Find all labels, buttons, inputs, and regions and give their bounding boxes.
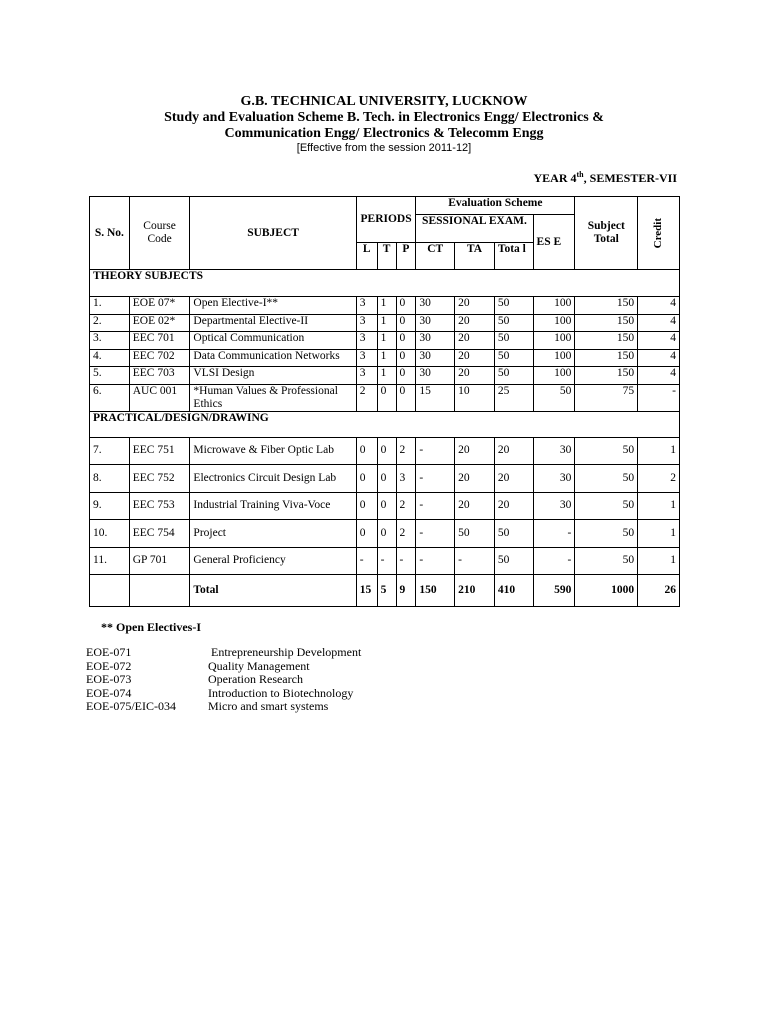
open-elective-name: Introduction to Biotechnology <box>208 685 354 700</box>
cell-subject: *Human Values & Professional Ethics <box>190 384 356 411</box>
open-electives-title: ** Open Electives-I <box>101 620 201 634</box>
cell-ta: 20 <box>455 297 495 315</box>
cell-t: 1 <box>377 332 396 350</box>
cell-p: 0 <box>396 367 416 385</box>
cell-l: 3 <box>356 314 377 332</box>
cell-t: 0 <box>377 384 396 411</box>
cell-l: 3 <box>356 367 377 385</box>
total-label: Total <box>190 575 356 607</box>
cell-ese: 50 <box>533 384 575 411</box>
cell-p: 0 <box>396 314 416 332</box>
cell-total: 20 <box>494 465 533 493</box>
cell-total: 20 <box>494 437 533 465</box>
cell-credit: 1 <box>638 520 680 548</box>
year-semester <box>534 170 678 186</box>
cell-t: 0 <box>377 437 396 465</box>
cell-credit: 4 <box>638 297 680 315</box>
cell-code: EEC 701 <box>129 332 190 350</box>
cell-subject-total: 50 <box>575 492 638 520</box>
cell-t: 1 <box>377 367 396 385</box>
cell-ta: - <box>455 547 495 575</box>
open-elective-code: EOE-074 <box>86 685 132 700</box>
table-row <box>90 547 680 575</box>
cell-code: AUC 001 <box>129 384 190 411</box>
cell-subject: Data Communication Networks <box>190 349 356 367</box>
cell-code: EEC 751 <box>129 437 190 465</box>
cell-ta: 20 <box>455 314 495 332</box>
cell-credit: 4 <box>638 314 680 332</box>
total-empty-cell <box>90 575 130 607</box>
cell-ct: 15 <box>416 384 455 411</box>
table-row <box>90 314 680 332</box>
scheme-title-line-2: Communication Engg/ Electronics & Telecomm Engg <box>224 126 544 141</box>
cell-sno: 2. <box>90 314 130 332</box>
total-t: 5 <box>377 575 396 607</box>
cell-l: 2 <box>356 384 377 411</box>
cell-subject: Optical Communication <box>190 332 356 350</box>
cell-ese: 100 <box>533 367 575 385</box>
open-elective-name: Micro and smart systems <box>208 699 329 713</box>
cell-ct: 30 <box>416 367 455 385</box>
cell-subject-total: 75 <box>575 384 638 411</box>
cell-sno: 5. <box>90 367 130 385</box>
cell-p: 2 <box>396 520 416 548</box>
cell-total: 25 <box>494 384 533 411</box>
cell-ct: - <box>416 437 455 465</box>
cell-sno: 8. <box>90 465 130 493</box>
table-row <box>90 465 680 493</box>
cell-ese: 100 <box>533 297 575 315</box>
cell-p: 0 <box>396 332 416 350</box>
open-elective-code: EOE-072 <box>86 658 132 673</box>
cell-subject: Electronics Circuit Design Lab <box>190 465 356 493</box>
cell-subject: General Proficiency <box>190 547 356 575</box>
cell-l: 3 <box>356 332 377 350</box>
cell-t: 1 <box>377 314 396 332</box>
header-p: P <box>396 243 416 270</box>
table-row <box>90 384 680 411</box>
cell-ese: 30 <box>533 492 575 520</box>
open-elective-item <box>86 646 486 660</box>
table-row <box>90 520 680 548</box>
header-sessional-exam: SESSIONAL EXAM. <box>416 215 533 243</box>
cell-l: 0 <box>356 520 377 548</box>
cell-subject: VLSI Design <box>190 367 356 385</box>
header-ct: CT <box>416 243 455 270</box>
cell-t: 1 <box>377 349 396 367</box>
cell-ct: 30 <box>416 332 455 350</box>
cell-total: 50 <box>494 349 533 367</box>
header-credit: Credit <box>652 217 665 249</box>
cell-ta: 20 <box>455 465 495 493</box>
cell-t: 0 <box>377 520 396 548</box>
cell-t: 1 <box>377 297 396 315</box>
cell-subject-total: 150 <box>575 367 638 385</box>
cell-credit: 4 <box>638 367 680 385</box>
cell-t: 0 <box>377 465 396 493</box>
total-subject-total: 1000 <box>575 575 638 607</box>
cell-p: 2 <box>396 492 416 520</box>
semester-label: , SEMESTER-VII <box>583 171 677 185</box>
cell-sno: 4. <box>90 349 130 367</box>
cell-credit: 1 <box>638 437 680 465</box>
cell-credit: 1 <box>638 492 680 520</box>
cell-subject-total: 50 <box>575 465 638 493</box>
cell-subject-total: 50 <box>575 437 638 465</box>
cell-l: - <box>356 547 377 575</box>
open-electives-list <box>86 646 486 714</box>
cell-subject: Open Elective-I** <box>190 297 356 315</box>
table-row <box>90 349 680 367</box>
cell-total: 20 <box>494 492 533 520</box>
header-evaluation-scheme: Evaluation Scheme <box>416 197 575 215</box>
cell-ct: 30 <box>416 297 455 315</box>
cell-p: 2 <box>396 437 416 465</box>
cell-subject: Departmental Elective-II <box>190 314 356 332</box>
scheme-title-line-1: Study and Evaluation Scheme B. Tech. in Electronics Engg/ Electronics & <box>164 110 604 125</box>
cell-sno: 7. <box>90 437 130 465</box>
cell-ese: - <box>533 547 575 575</box>
cell-sno: 11. <box>90 547 130 575</box>
cell-code: EEC 702 <box>129 349 190 367</box>
header-ta: TA <box>455 243 495 270</box>
cell-l: 0 <box>356 465 377 493</box>
cell-credit: 4 <box>638 332 680 350</box>
cell-subject-total: 50 <box>575 520 638 548</box>
header-subject-total: Subject Total <box>575 197 638 270</box>
cell-p: 3 <box>396 465 416 493</box>
cell-t: 0 <box>377 492 396 520</box>
section-theory-subjects: THEORY SUBJECTS <box>90 270 680 297</box>
total-ct: 150 <box>416 575 455 607</box>
header-sno: S. No. <box>90 197 130 270</box>
cell-code: EEC 752 <box>129 465 190 493</box>
table-row <box>90 297 680 315</box>
cell-ct: 30 <box>416 349 455 367</box>
open-elective-code: EOE-075/EIC-034 <box>86 699 176 713</box>
total-ese: 590 <box>533 575 575 607</box>
cell-ct: 30 <box>416 314 455 332</box>
cell-sno: 1. <box>90 297 130 315</box>
cell-total: 50 <box>494 367 533 385</box>
cell-credit: - <box>638 384 680 411</box>
cell-code: GP 701 <box>129 547 190 575</box>
cell-subject: Industrial Training Viva-Voce <box>190 492 356 520</box>
evaluation-scheme-table <box>89 196 680 607</box>
cell-credit: 2 <box>638 465 680 493</box>
total-ta: 210 <box>455 575 495 607</box>
cell-subject-total: 150 <box>575 332 638 350</box>
cell-ta: 20 <box>455 367 495 385</box>
cell-l: 0 <box>356 437 377 465</box>
cell-subject-total: 150 <box>575 314 638 332</box>
cell-l: 3 <box>356 297 377 315</box>
cell-subject-total: 150 <box>575 349 638 367</box>
total-empty-cell <box>129 575 190 607</box>
header-periods: PERIODS <box>356 197 416 243</box>
open-elective-item <box>86 687 486 701</box>
cell-ct: - <box>416 547 455 575</box>
cell-credit: 4 <box>638 349 680 367</box>
total-total: 410 <box>494 575 533 607</box>
total-credit: 26 <box>638 575 680 607</box>
cell-subject: Microwave & Fiber Optic Lab <box>190 437 356 465</box>
cell-sno: 10. <box>90 520 130 548</box>
cell-total: 50 <box>494 520 533 548</box>
cell-ese: 30 <box>533 465 575 493</box>
open-elective-item <box>86 700 486 714</box>
header-ese: ES E <box>533 215 575 270</box>
cell-total: 50 <box>494 314 533 332</box>
cell-sno: 6. <box>90 384 130 411</box>
cell-subject-total: 150 <box>575 297 638 315</box>
cell-ta: 20 <box>455 492 495 520</box>
header-t: T <box>377 243 396 270</box>
open-elective-name: Operation Research <box>208 672 303 686</box>
section-practical-design-drawing: PRACTICAL/DESIGN/DRAWING <box>90 411 680 437</box>
cell-ese: - <box>533 520 575 548</box>
cell-code: EOE 02* <box>129 314 190 332</box>
cell-ese: 100 <box>533 332 575 350</box>
header-l: L <box>356 243 377 270</box>
cell-ese: 100 <box>533 349 575 367</box>
open-elective-code: EOE-071 <box>86 645 132 659</box>
open-elective-item <box>86 660 486 674</box>
cell-l: 0 <box>356 492 377 520</box>
total-row <box>90 575 680 607</box>
table-row <box>90 492 680 520</box>
cell-ct: - <box>416 520 455 548</box>
university-title: G.B. TECHNICAL UNIVERSITY, LUCKNOW <box>240 94 528 109</box>
table-row <box>90 437 680 465</box>
cell-total: 50 <box>494 297 533 315</box>
year-prefix: YEAR 4 <box>533 171 577 185</box>
cell-code: EEC 753 <box>129 492 190 520</box>
cell-ta: 20 <box>455 437 495 465</box>
cell-p: 0 <box>396 349 416 367</box>
cell-p: - <box>396 547 416 575</box>
header-subject: SUBJECT <box>190 197 356 270</box>
cell-ct: - <box>416 492 455 520</box>
cell-t: - <box>377 547 396 575</box>
header-total: Tota l <box>494 243 533 270</box>
cell-ese: 30 <box>533 437 575 465</box>
open-elective-name: Entrepreneurship Development <box>208 645 362 659</box>
cell-ese: 100 <box>533 314 575 332</box>
open-elective-item <box>86 673 486 687</box>
cell-total: 50 <box>494 332 533 350</box>
cell-ta: 20 <box>455 349 495 367</box>
cell-l: 3 <box>356 349 377 367</box>
cell-credit: 1 <box>638 547 680 575</box>
cell-subject-total: 50 <box>575 547 638 575</box>
open-elective-code: EOE-073 <box>86 672 132 686</box>
cell-code: EEC 754 <box>129 520 190 548</box>
cell-ta: 10 <box>455 384 495 411</box>
table-row <box>90 367 680 385</box>
cell-p: 0 <box>396 384 416 411</box>
total-l: 15 <box>356 575 377 607</box>
total-p: 9 <box>396 575 416 607</box>
cell-sno: 9. <box>90 492 130 520</box>
header-credit-cell <box>638 197 680 270</box>
cell-total: 50 <box>494 547 533 575</box>
cell-ct: - <box>416 465 455 493</box>
header-course-code: Course Code <box>129 197 190 270</box>
effective-session: [Effective from the session 2011-12] <box>296 142 472 154</box>
year-superscript: th <box>576 170 584 179</box>
cell-ta: 50 <box>455 520 495 548</box>
table-row <box>90 332 680 350</box>
cell-p: 0 <box>396 297 416 315</box>
cell-code: EOE 07* <box>129 297 190 315</box>
cell-code: EEC 703 <box>129 367 190 385</box>
open-elective-name: Quality Management <box>208 658 310 673</box>
cell-subject: Project <box>190 520 356 548</box>
cell-sno: 3. <box>90 332 130 350</box>
cell-ta: 20 <box>455 332 495 350</box>
